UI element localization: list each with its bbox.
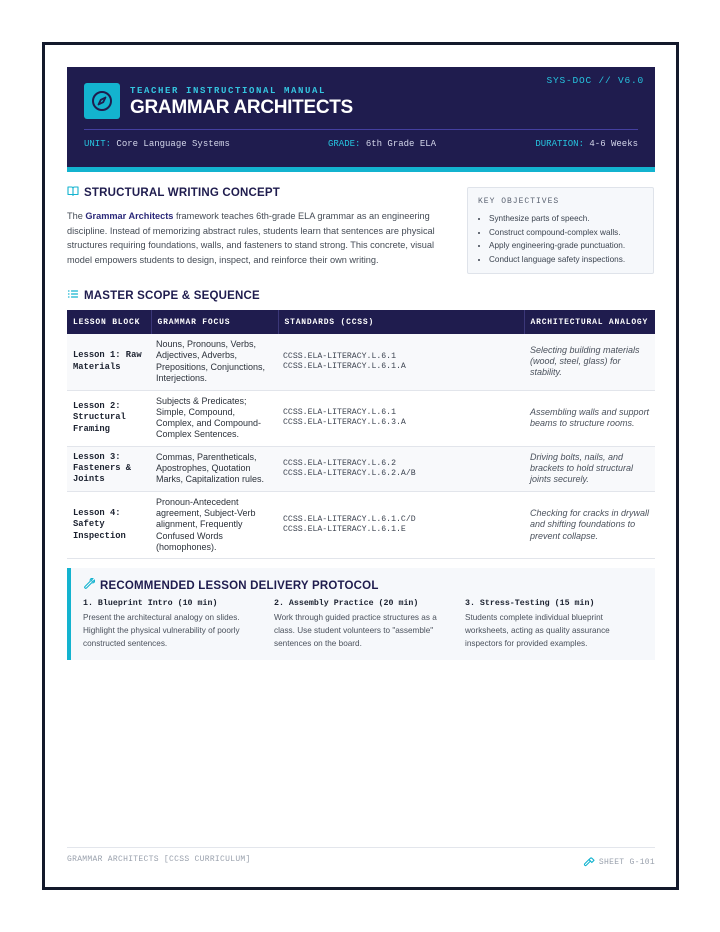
lesson-cell: Lesson 4: Safety Inspection bbox=[73, 507, 126, 541]
unit-meta bbox=[84, 139, 230, 149]
step-text: Present the architectural analogy on slides. Highlight the physical vulnerability of poorly constructed sentences. bbox=[83, 613, 240, 648]
standard-code: CCSS.ELA-LITERACY.L.6.2.A/B bbox=[283, 468, 416, 478]
compass-icon bbox=[84, 83, 120, 119]
column-header: ARCHITECTURAL ANALOGY bbox=[524, 310, 655, 334]
standard-code: CCSS.ELA-LITERACY.L.6.3.A bbox=[283, 418, 406, 428]
book-icon bbox=[67, 185, 79, 200]
list-icon bbox=[67, 288, 79, 303]
step-text: Students complete individual blueprint worksheets, acting as quality assurance inspectors for provided examples. bbox=[465, 613, 610, 648]
analogy-cell: Checking for cracks in drywall and shifting foundations to prevent collapse. bbox=[530, 507, 650, 541]
duration-value: 4-6 Weeks bbox=[589, 139, 638, 149]
scope-heading-text: MASTER SCOPE & SEQUENCE bbox=[84, 289, 260, 302]
step-text: Work through guided practice structures as a class. Use student volunteers to "assemble" sentences on the board. bbox=[274, 613, 437, 648]
column-header: STANDARDS (CCSS) bbox=[278, 310, 524, 334]
focus-cell: Commas, Parentheticals, Apostrophes, Quotation Marks, Capitalization rules. bbox=[156, 451, 265, 485]
page-content bbox=[67, 67, 655, 867]
page-footer bbox=[67, 847, 655, 870]
standards-cell bbox=[278, 390, 524, 446]
protocol-steps bbox=[83, 599, 643, 650]
document-title: GRAMMAR ARCHITECTS bbox=[130, 97, 353, 118]
standard-code: CCSS.ELA-LITERACY.L.6.2 bbox=[283, 458, 397, 468]
objective-item: • Conduct language safety inspections. bbox=[489, 253, 643, 267]
protocol-step bbox=[274, 599, 451, 650]
unit-value: Core Language Systems bbox=[116, 139, 230, 149]
concept-paragraph bbox=[67, 209, 447, 267]
objective-item: • Synthesize parts of speech. bbox=[489, 212, 643, 226]
column-header: GRAMMAR FOCUS bbox=[151, 310, 278, 334]
objective-item: • Apply engineering-grade punctuation. bbox=[489, 239, 643, 253]
key-objectives-box bbox=[467, 187, 654, 274]
scope-heading bbox=[67, 288, 655, 303]
lesson-cell: Lesson 3: Fasteners & Joints bbox=[73, 451, 132, 485]
analogy-cell: Selecting building materials (wood, steel, glass) for stability. bbox=[530, 344, 640, 378]
protocol-heading bbox=[83, 578, 643, 593]
page-frame bbox=[42, 42, 679, 890]
standard-code: CCSS.ELA-LITERACY.L.6.1 bbox=[283, 351, 397, 361]
hammer-icon bbox=[583, 855, 595, 870]
duration-meta bbox=[535, 139, 638, 149]
objectives-list bbox=[478, 212, 643, 266]
step-title: 2. Assembly Practice (20 min) bbox=[274, 599, 419, 608]
footer-right bbox=[583, 855, 655, 870]
scope-table bbox=[67, 310, 655, 559]
standard-code: CCSS.ELA-LITERACY.L.6.1 bbox=[283, 408, 397, 418]
table-header-row bbox=[67, 310, 655, 334]
protocol-heading-text: RECOMMENDED LESSON DELIVERY PROTOCOL bbox=[100, 579, 379, 592]
standard-code: CCSS.ELA-LITERACY.L.6.1.E bbox=[283, 524, 406, 534]
concept-section bbox=[67, 185, 447, 267]
step-title: 3. Stress-Testing (15 min) bbox=[465, 599, 595, 608]
table-row bbox=[67, 334, 655, 390]
step-title: 1. Blueprint Intro (10 min) bbox=[83, 599, 218, 608]
lesson-cell: Lesson 2: Structural Framing bbox=[73, 401, 126, 434]
concept-text-rest: framework teaches 6th-grade ELA grammar as an engineering discipline. Instead of memorizing abstract rules, students learn that sentences are physical structures requiring foundations, walls, and fasteners to stand strong. This concrete, visual model empowers students to design, inspect, and reinforce their own writing. bbox=[67, 211, 435, 265]
column-header: LESSON BLOCK bbox=[67, 310, 151, 334]
protocol-step bbox=[83, 599, 260, 650]
analogy-cell: Driving bolts, nails, and brackets to hold structural joints securely. bbox=[530, 451, 634, 485]
table-row bbox=[67, 446, 655, 491]
document-subtitle: TEACHER INSTRUCTIONAL MANUAL bbox=[130, 86, 327, 96]
protocol-step bbox=[465, 599, 642, 650]
concept-framework-name: Grammar Architects bbox=[85, 211, 174, 221]
grade-value: 6th Grade ELA bbox=[365, 139, 437, 149]
standard-code: CCSS.ELA-LITERACY.L.6.1.A bbox=[283, 361, 406, 371]
focus-cell: Nouns, Pronouns, Verbs, Adjectives, Adverbs, Prepositions, Conjunctions, Interjections. bbox=[156, 339, 266, 384]
objective-item: • Construct compound-complex walls. bbox=[489, 226, 643, 240]
grade-label: GRADE: bbox=[328, 139, 361, 149]
standards-cell bbox=[278, 446, 524, 491]
objectives-title: KEY OBJECTIVES bbox=[478, 197, 560, 206]
table-row bbox=[67, 390, 655, 446]
document-header bbox=[67, 67, 655, 172]
unit-label: UNIT: bbox=[84, 139, 112, 149]
duration-label: DURATION: bbox=[535, 139, 584, 149]
footer-sheet-number: SHEET G-101 bbox=[598, 858, 655, 867]
grade-meta bbox=[328, 139, 436, 149]
footer-left-text: GRAMMAR ARCHITECTS [CCSS CURRICULUM] bbox=[67, 855, 251, 864]
scope-section bbox=[67, 288, 655, 559]
focus-cell: Pronoun-Antecedent agreement, Subject-Verb alignment, Frequently Confused Words (homophones). bbox=[156, 496, 256, 552]
table-row bbox=[67, 491, 655, 558]
analogy-cell: Assembling walls and support beams to structure rooms. bbox=[530, 406, 650, 429]
protocol-section bbox=[67, 568, 655, 660]
concept-text-start: The bbox=[67, 211, 86, 221]
standard-code: CCSS.ELA-LITERACY.L.6.1.C/D bbox=[283, 514, 416, 524]
lesson-cell: Lesson 1: Raw Materials bbox=[73, 350, 142, 372]
wrench-icon bbox=[83, 578, 95, 593]
standards-cell bbox=[278, 334, 524, 390]
focus-cell: Subjects & Predicates; Simple, Compound, Complex, and Compound-Complex Sentences. bbox=[156, 395, 262, 440]
concept-heading-text: STRUCTURAL WRITING CONCEPT bbox=[84, 186, 281, 199]
sys-doc-label: SYS-DOC // V6.0 bbox=[546, 75, 644, 86]
concept-heading bbox=[67, 185, 447, 200]
standards-cell bbox=[278, 491, 524, 558]
header-divider bbox=[84, 129, 638, 130]
